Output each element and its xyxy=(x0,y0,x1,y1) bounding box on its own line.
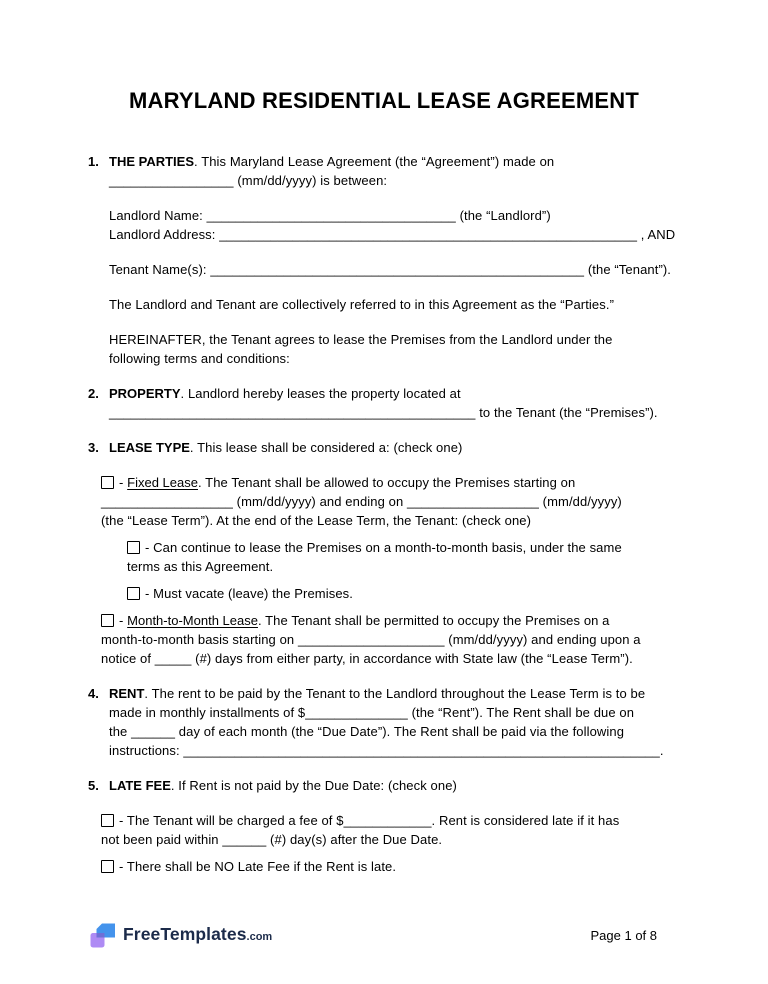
text-run: - The Tenant will be charged a fee of $ xyxy=(119,813,344,828)
line xyxy=(109,152,554,171)
due-day-field[interactable]: ______ xyxy=(131,724,176,739)
section-rent-number: 4. xyxy=(88,686,99,701)
text-run: The Landlord and Tenant are collectively referred to in this Agreement as the “Parties.” xyxy=(109,297,614,312)
text-run: (the “Tenant”). xyxy=(584,262,672,277)
landlord-address-label: Landlord Address: xyxy=(109,227,220,242)
text-run: HEREINAFTER, the Tenant agrees to lease the Premises from the Landlord under the xyxy=(109,332,613,347)
payment-instructions-field[interactable]: _________________________________________________________________ xyxy=(183,743,660,758)
line xyxy=(127,557,680,576)
lease-start-date-field[interactable]: __________________ xyxy=(101,494,233,509)
brand-text xyxy=(123,925,272,947)
text-run: day of each month (the “Due Date”). The Rent shall be paid via the following xyxy=(175,724,625,739)
section-property xyxy=(88,384,680,422)
tenant-details xyxy=(109,260,680,279)
text-run: . xyxy=(659,743,664,758)
line xyxy=(109,384,658,403)
section-lease-type-number: 3. xyxy=(88,440,99,455)
line xyxy=(101,630,680,649)
text-run: - Must vacate (leave) the Premises. xyxy=(145,586,353,601)
brand-name: FreeTemplates xyxy=(123,923,247,944)
line xyxy=(101,811,680,830)
text-run: . The Tenant shall be permitted to occupy the Premises on a xyxy=(257,613,610,628)
text-run: . If Rent is not paid by the Due Date: (check one) xyxy=(170,778,457,793)
text-run: (mm/dd/yyyy) xyxy=(538,494,622,509)
line xyxy=(109,171,554,190)
text-run: to the Tenant (the “Premises”). xyxy=(475,405,658,420)
document-body xyxy=(0,152,768,876)
text-run: , AND xyxy=(637,227,676,242)
landlord-name-label: Landlord Name: xyxy=(109,208,207,223)
line xyxy=(127,584,680,603)
parties-clause xyxy=(109,295,680,314)
tenant-names-field[interactable]: ___________________________________________________ xyxy=(210,262,585,277)
must-vacate-checkbox[interactable] xyxy=(127,587,140,600)
line xyxy=(101,473,680,492)
notice-days-field[interactable]: _____ xyxy=(154,651,192,666)
text-run: following terms and conditions: xyxy=(109,351,290,366)
text-run: . The rent to be paid by the Tenant to the Landlord throughout the Lease Term is to be xyxy=(144,686,646,701)
line xyxy=(109,403,658,422)
line xyxy=(109,438,462,457)
line xyxy=(109,776,457,795)
property-heading: PROPERTY xyxy=(109,386,181,401)
page-footer xyxy=(90,922,657,949)
line xyxy=(109,703,664,722)
fixed-lease-option xyxy=(101,473,680,530)
line xyxy=(109,349,680,368)
landlord-details xyxy=(109,206,680,244)
text-run: . This lease shall be considered a: (check one) xyxy=(189,440,463,455)
line xyxy=(109,225,680,244)
section-lease-type xyxy=(88,438,680,457)
text-run: (the “Rent”). The Rent shall be due on xyxy=(407,705,635,720)
hereinafter-clause xyxy=(109,330,680,368)
section-late-fee xyxy=(88,776,680,795)
line xyxy=(109,741,664,760)
text-run: terms as this Agreement. xyxy=(127,559,274,574)
month-to-month-lease-term: Month-to-Month Lease xyxy=(127,613,258,628)
fixed-lease-checkbox[interactable] xyxy=(101,476,114,489)
agreement-date-field[interactable]: _________________ xyxy=(109,173,234,188)
text-run: not been paid within xyxy=(101,832,223,847)
late-fee-charged-checkbox[interactable] xyxy=(101,814,114,827)
rent-heading: RENT xyxy=(109,686,145,701)
text-run: (the “Lease Term”). At the end of the Lease Term, the Tenant: (check one) xyxy=(101,513,532,528)
line xyxy=(127,538,680,557)
line xyxy=(109,722,664,741)
landlord-name-field[interactable]: __________________________________ xyxy=(206,208,456,223)
line xyxy=(101,611,680,630)
late-fee-amount-field[interactable]: ____________ xyxy=(343,813,432,828)
late-fee-charged-option xyxy=(101,811,680,849)
text-run: made in monthly installments of $ xyxy=(109,705,306,720)
text-run: - xyxy=(119,475,128,490)
no-late-fee-checkbox[interactable] xyxy=(101,860,114,873)
text-run: (mm/dd/yyyy) and ending upon a xyxy=(444,632,641,647)
text-run: . Rent is considered late if it has xyxy=(431,813,620,828)
line xyxy=(101,830,680,849)
text-run: (#) days from either party, in accordance with State law (the “Lease Term”). xyxy=(191,651,633,666)
line xyxy=(109,206,680,225)
mtm-start-date-field[interactable]: ____________________ xyxy=(297,632,445,647)
month-to-month-lease-checkbox[interactable] xyxy=(101,614,114,627)
text-run: month-to-month basis starting on xyxy=(101,632,298,647)
text-run: instructions: xyxy=(109,743,184,758)
text-run: (the “Landlord”) xyxy=(455,208,551,223)
rent-amount-field[interactable]: ______________ xyxy=(305,705,408,720)
freetemplates-logo-icon xyxy=(90,922,116,949)
late-days-field[interactable]: ______ xyxy=(222,832,267,847)
section-rent xyxy=(88,684,680,760)
continue-month-to-month-option xyxy=(127,538,680,576)
section-property-number: 2. xyxy=(88,386,99,401)
line xyxy=(101,649,680,668)
line xyxy=(101,511,680,530)
the-parties-heading: THE PARTIES xyxy=(109,154,194,169)
text-run: the xyxy=(109,724,132,739)
section-the-parties xyxy=(88,152,680,190)
property-address-field[interactable]: __________________________________________________ xyxy=(109,405,476,420)
text-run: . This Maryland Lease Agreement (the “Agreement”) made on xyxy=(194,154,555,169)
text-run: (#) day(s) after the Due Date. xyxy=(266,832,443,847)
page-indicator: Page 1 of 8 xyxy=(590,928,657,943)
must-vacate-option xyxy=(127,584,680,603)
tenant-names-label: Tenant Name(s): xyxy=(109,262,211,277)
text-run: . The Tenant shall be allowed to occupy the Premises starting on xyxy=(197,475,576,490)
no-late-fee-option xyxy=(101,857,680,876)
text-run: - Can continue to lease the Premises on a month-to-month basis, under the same xyxy=(145,540,622,555)
section-the-parties-number: 1. xyxy=(88,154,99,169)
text-run: notice of xyxy=(101,651,155,666)
text-run: (mm/dd/yyyy) is between: xyxy=(233,173,388,188)
line xyxy=(109,684,664,703)
line xyxy=(101,492,680,511)
continue-month-to-month-checkbox[interactable] xyxy=(127,541,140,554)
month-to-month-lease-option xyxy=(101,611,680,668)
line xyxy=(109,260,680,279)
fixed-lease-term: Fixed Lease xyxy=(127,475,198,490)
section-late-fee-number: 5. xyxy=(88,778,99,793)
freetemplates-logo xyxy=(90,922,272,949)
text-run: - xyxy=(119,613,128,628)
line xyxy=(101,857,680,876)
document-title: MARYLAND RESIDENTIAL LEASE AGREEMENT xyxy=(129,88,639,113)
brand-tld: .com xyxy=(246,930,273,943)
text-run: . Landlord hereby leases the property located at xyxy=(180,386,461,401)
line xyxy=(109,295,680,314)
lease-type-heading: LEASE TYPE xyxy=(109,440,190,455)
lease-end-date-field[interactable]: __________________ xyxy=(407,494,539,509)
text-run: - There shall be NO Late Fee if the Rent is late. xyxy=(119,859,397,874)
text-run: (mm/dd/yyyy) and ending on xyxy=(232,494,407,509)
landlord-address-field[interactable]: _________________________________________________________ xyxy=(219,227,638,242)
late-fee-heading: LATE FEE xyxy=(109,778,171,793)
line xyxy=(109,330,680,349)
